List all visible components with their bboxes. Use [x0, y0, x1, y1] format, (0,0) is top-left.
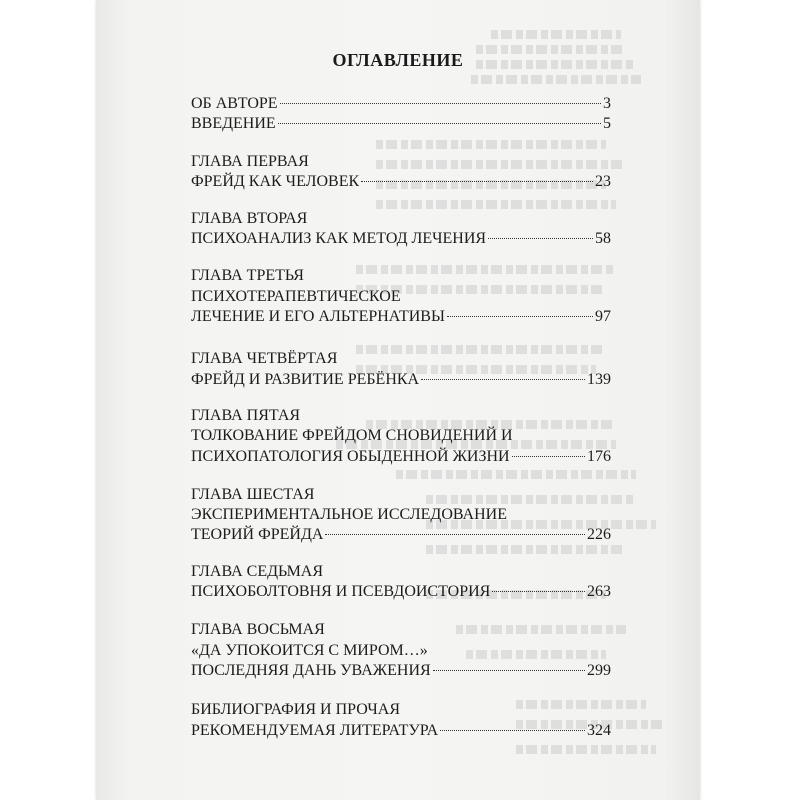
- chapter-subtitle: ЭКСПЕРИМЕНТАЛЬНОЕ ИССЛЕДОВАНИЕ: [191, 506, 507, 523]
- dot-leader: [433, 670, 585, 671]
- toc-page-number: 97: [595, 308, 611, 325]
- chapter-subtitle: ТОЛКОВАНИЕ ФРЕЙДОМ СНОВИДЕНИЙ И: [191, 427, 513, 444]
- chapter-subtitle: ПСИХОТЕРАПЕВТИЧЕСКОЕ: [191, 288, 401, 305]
- dot-leader: [447, 316, 593, 317]
- toc-entry-title: ПСИХОБОЛТОВНЯ И ПСЕВДОИСТОРИЯ: [191, 583, 491, 600]
- toc-entry: [191, 369, 611, 391]
- toc-entry: [191, 93, 611, 115]
- chapter-heading: ГЛАВА СЕДЬМАЯ: [191, 563, 324, 580]
- toc-entry: [191, 228, 611, 250]
- toc-page-number: 58: [595, 230, 611, 247]
- dot-leader: [421, 379, 585, 380]
- toc-page-number: 263: [587, 583, 611, 600]
- dot-leader: [325, 534, 585, 535]
- toc-entry: [191, 113, 611, 135]
- chapter-heading: БИБЛИОГРАФИЯ И ПРОЧАЯ: [191, 701, 400, 718]
- toc-entry-title: РЕКОМЕНДУЕМАЯ ЛИТЕРАТУРА: [191, 722, 439, 739]
- dot-leader: [492, 591, 585, 592]
- chapter-heading: ГЛАВА ЧЕТВЁРТАЯ: [191, 350, 338, 367]
- toc-entry-title: ВВЕДЕНИЕ: [191, 115, 276, 132]
- toc-entry-title: ЛЕЧЕНИЕ И ЕГО АЛЬТЕРНАТИВЫ: [191, 308, 445, 325]
- dot-leader: [488, 238, 593, 239]
- toc-entry-title: ФРЕЙД И РАЗВИТИЕ РЕБЁНКА: [191, 371, 420, 388]
- toc-entry-title: ТЕОРИЙ ФРЕЙДА: [191, 526, 324, 543]
- chapter-heading: ГЛАВА ШЕСТАЯ: [191, 486, 315, 503]
- chapter-heading: ГЛАВА ПЕРВАЯ: [191, 153, 309, 170]
- show-through-line: [516, 745, 656, 754]
- chapter-heading: ГЛАВА ВОСЬМАЯ: [191, 621, 325, 638]
- page-title: ОГЛАВЛЕНИЕ: [332, 50, 464, 70]
- toc-entry: [191, 171, 611, 193]
- toc-page-number: 139: [587, 371, 611, 388]
- toc-page-number: 324: [587, 722, 611, 739]
- dot-leader: [440, 730, 585, 731]
- toc-entry: [191, 720, 611, 742]
- toc-page-number: 3: [603, 95, 611, 112]
- show-through-line: [396, 470, 636, 479]
- dot-leader: [512, 456, 585, 457]
- toc-page-number: 299: [587, 662, 611, 679]
- dot-leader: [361, 181, 593, 182]
- toc-entry: [191, 581, 611, 603]
- toc-page-number: 5: [603, 115, 611, 132]
- toc-entry-title: ПСИХОПАТОЛОГИЯ ОБЫДЕННОЙ ЖИЗНИ: [191, 448, 510, 465]
- chapter-subtitle: «ДА УПОКОИТСЯ С МИРОМ…»: [191, 642, 428, 659]
- toc-entry: [191, 446, 611, 468]
- toc-entry-title: ОБ АВТОРЕ: [191, 95, 278, 112]
- show-through-line: [426, 545, 626, 554]
- chapter-heading: ГЛАВА ТРЕТЬЯ: [191, 267, 304, 284]
- show-through-line: [471, 75, 641, 84]
- dot-leader: [278, 123, 601, 124]
- chapter-heading: ГЛАВА ПЯТАЯ: [191, 407, 301, 424]
- toc-page-number: 176: [587, 448, 611, 465]
- toc-entry: [191, 660, 611, 682]
- toc-entry-title: ФРЕЙД КАК ЧЕЛОВЕК: [191, 173, 360, 190]
- book-page: [96, 0, 700, 800]
- toc-entry: [191, 306, 611, 328]
- toc-entry-title: ПСИХОАНАЛИЗ КАК МЕТОД ЛЕЧЕНИЯ: [191, 230, 487, 247]
- toc-page-number: 23: [595, 173, 611, 190]
- toc-page-number: 226: [587, 526, 611, 543]
- toc-entry-title: ПОСЛЕДНЯЯ ДАНЬ УВАЖЕНИЯ: [191, 662, 431, 679]
- show-through-line: [491, 30, 621, 39]
- chapter-heading: ГЛАВА ВТОРАЯ: [191, 210, 308, 227]
- show-through-line: [376, 140, 606, 149]
- dot-leader: [280, 103, 601, 104]
- toc-entry: [191, 524, 611, 546]
